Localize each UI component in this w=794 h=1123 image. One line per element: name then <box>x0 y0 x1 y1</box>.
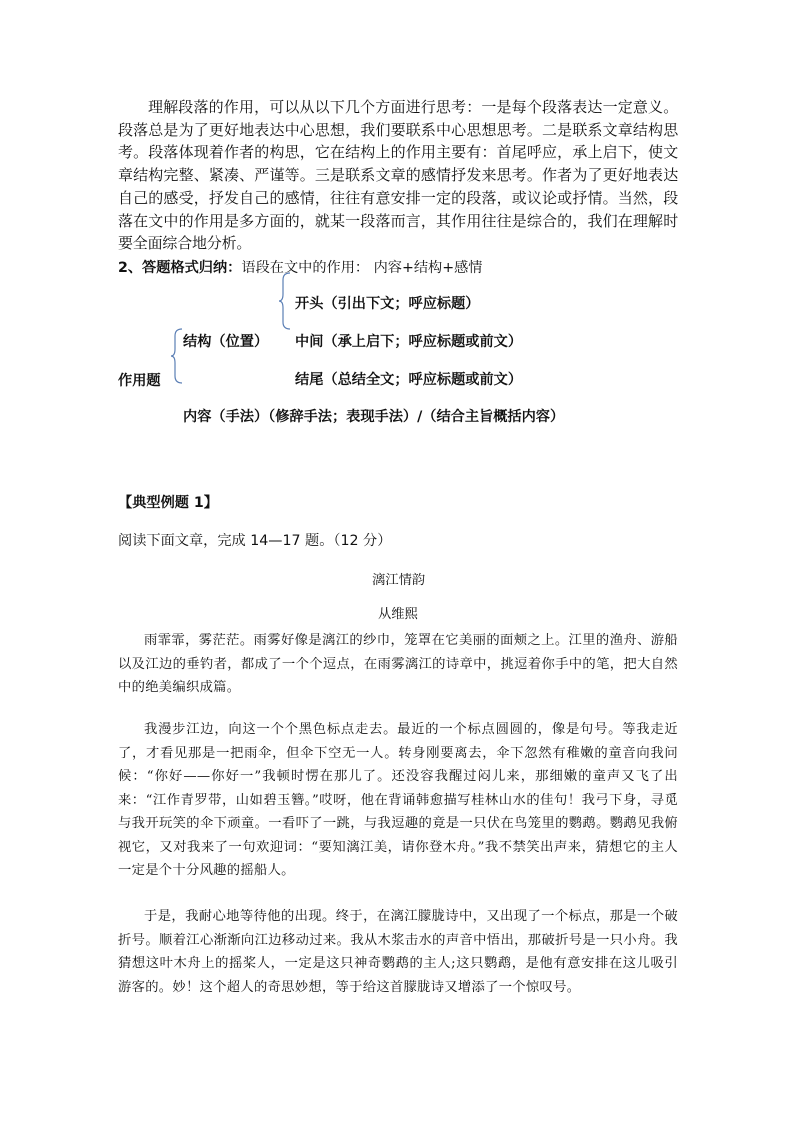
intro-paragraph: 理解段落的作用，可以从以下几个方面进行思考：一是每个段落表达一定意义。段落总是为了更好地表达中心思想，我们要联系中心思想思考。二是联系文章结构思考。段落体现着作者的构思，它在结构上的作用主要有：首尾呼应，承上启下，使文章结构完整、紧凑、严谨等。三是联系文章的感情抒发来思考。作者为了更好地表达自己的感受，抒发自己的感情，往往有意安排一定的段落，或议论或抒情。当然，段落在文中的作用是多方面的，就某一段落而言，其作用往往是综合的，我们在理解时要全面综合地分析。 <box>118 98 678 253</box>
article-author: 从维熙 <box>378 607 418 622</box>
lower-brace <box>170 328 184 384</box>
article-paragraph: 于是，我耐心地等待他的出现。终于，在漓江朦胧诗中，又出现了一个标点，那是一个破折号。顺着江心渐渐向江边移动过来。我从木浆击水的声音中悟出，那破折号是一只小舟。我猜想这叶木舟上的摇桨人，一定是这只神奇鹦鹉的主人;这只鹦鹉，是他有意安排在这儿吸引游客的。妙！这个超人的奇思妙想，等于给这首朦胧诗又增添了一个惊叹号。 <box>118 909 678 995</box>
upper-brace <box>278 272 292 330</box>
article-paragraph: 雨霏霏，雾茫茫。雨雾好像是漓江的纱巾，笼罩在它美丽的面颊之上。江里的渔舟、游船以及江边的垂钓者，都成了一个个逗点，在雨雾漓江的诗章中，挑逗着你手中的笔，把大自然中的绝美编织成篇。 <box>118 633 678 695</box>
content-item: 内容（手法）（修辞手法；表现手法）/（结合主旨概括内容） <box>183 409 565 425</box>
example-title: 【典型例题 1】 <box>118 495 218 511</box>
example-instruction: 阅读下面文章，完成 14—17 题。（12 分） <box>118 533 392 549</box>
format-heading-rest: 语段在文中的作用： 内容+结构+感情 <box>241 260 483 276</box>
structure-label: 结构（位置） <box>183 334 269 350</box>
middle-item: 中间（承上启下；呼应标题或前文） <box>295 334 523 350</box>
opening-item: 开头（引出下文；呼应标题） <box>295 296 480 312</box>
article-paragraph: 我漫步江边，向这一个个黑色标点走去。最近的一个标点圆圆的，像是句号。等我走近了，才看见那是一把雨伞，但伞下空无一人。转身刚要离去，伞下忽然有稚嫩的童音向我问候：“你好——你好一”我顿时愣在那儿了。还没容我醒过闷儿来，那细嫩的童声又飞了出来：“江作青罗带，山如碧玉簪。”哎呀，他在背诵韩愈描写桂林山水的佳句！我弓下身，寻觅与我开玩笑的伞下顽童。一看吓了一跳，与我逗趣的竟是一只伏在鸟笼里的鹦鹉。鹦鹉见我俯视它，又对我来了一句欢迎词：“要知漓江美，请你登木舟。”我不禁笑出声来，猜想它的主人一定是个十分风趣的摇船人。 <box>118 722 678 878</box>
format-heading: 2、答题格式归纳： <box>118 260 242 276</box>
format-line <box>118 257 482 277</box>
ending-item: 结尾（总结全文；呼应标题或前文） <box>295 372 523 388</box>
article-title: 漓江情韵 <box>372 573 426 588</box>
function-label: 作用题 <box>118 373 161 389</box>
